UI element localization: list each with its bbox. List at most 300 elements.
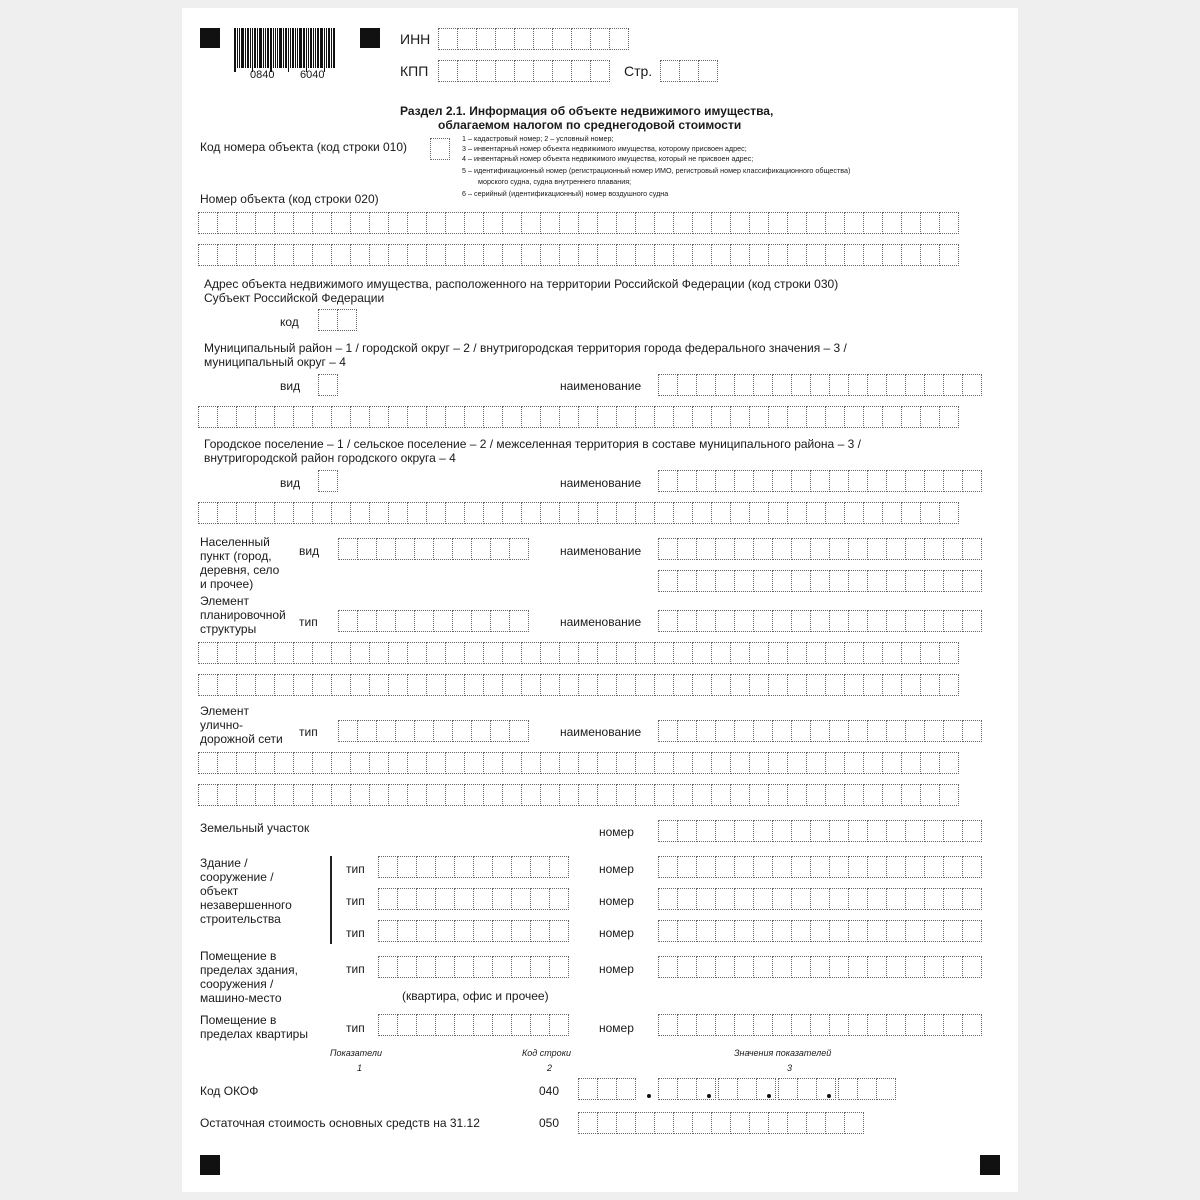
input-cell[interactable] bbox=[435, 920, 455, 942]
input-cell[interactable] bbox=[438, 60, 458, 82]
input-cell[interactable] bbox=[407, 642, 427, 664]
input-cell[interactable] bbox=[590, 60, 610, 82]
input-cell[interactable] bbox=[597, 642, 617, 664]
input-cell[interactable] bbox=[597, 674, 617, 696]
input-cell[interactable] bbox=[901, 642, 921, 664]
input-cell[interactable] bbox=[388, 406, 408, 428]
input-cell[interactable] bbox=[943, 956, 963, 978]
input-cell[interactable] bbox=[407, 674, 427, 696]
input-cell[interactable] bbox=[445, 752, 465, 774]
input-cell[interactable] bbox=[696, 920, 716, 942]
input-cell[interactable] bbox=[867, 470, 887, 492]
input-cell[interactable] bbox=[924, 956, 944, 978]
input-cell[interactable] bbox=[673, 212, 693, 234]
input-cell[interactable] bbox=[616, 244, 636, 266]
input-cell[interactable] bbox=[734, 1014, 754, 1036]
building-type-cells[interactable] bbox=[378, 888, 568, 910]
input-cell[interactable] bbox=[901, 752, 921, 774]
input-cell[interactable] bbox=[483, 406, 503, 428]
input-cell[interactable] bbox=[597, 784, 617, 806]
input-cell[interactable] bbox=[378, 956, 398, 978]
input-cell[interactable] bbox=[457, 28, 477, 50]
input-cell[interactable] bbox=[692, 212, 712, 234]
input-cell[interactable] bbox=[962, 1014, 982, 1036]
input-cell[interactable] bbox=[464, 674, 484, 696]
input-cell[interactable] bbox=[433, 538, 453, 560]
input-cell[interactable] bbox=[426, 752, 446, 774]
input-cell[interactable] bbox=[445, 674, 465, 696]
input-cell[interactable] bbox=[886, 856, 906, 878]
input-cell[interactable] bbox=[920, 752, 940, 774]
input-cell[interactable] bbox=[829, 820, 849, 842]
input-cell[interactable] bbox=[483, 752, 503, 774]
input-cell[interactable] bbox=[962, 570, 982, 592]
input-cell[interactable] bbox=[791, 1014, 811, 1036]
input-cell[interactable] bbox=[635, 784, 655, 806]
input-cell[interactable] bbox=[578, 406, 598, 428]
input-cell[interactable] bbox=[236, 244, 256, 266]
input-cell[interactable] bbox=[886, 1014, 906, 1036]
input-cell[interactable] bbox=[696, 1078, 716, 1100]
input-cell[interactable] bbox=[943, 888, 963, 910]
input-cell[interactable] bbox=[696, 374, 716, 396]
input-cell[interactable] bbox=[711, 642, 731, 664]
input-cell[interactable] bbox=[492, 1014, 512, 1036]
input-cell[interactable] bbox=[886, 820, 906, 842]
input-cell[interactable] bbox=[787, 244, 807, 266]
input-cell[interactable] bbox=[376, 610, 396, 632]
input-cell[interactable] bbox=[791, 820, 811, 842]
input-cell[interactable] bbox=[768, 212, 788, 234]
input-cell[interactable] bbox=[658, 538, 678, 560]
input-cell[interactable] bbox=[901, 674, 921, 696]
input-cell[interactable] bbox=[905, 610, 925, 632]
input-cell[interactable] bbox=[435, 1014, 455, 1036]
input-cell[interactable] bbox=[825, 752, 845, 774]
input-cell[interactable] bbox=[597, 752, 617, 774]
input-cell[interactable] bbox=[749, 212, 769, 234]
input-cell[interactable] bbox=[318, 470, 338, 492]
input-cell[interactable] bbox=[274, 502, 294, 524]
input-cell[interactable] bbox=[730, 212, 750, 234]
input-cell[interactable] bbox=[772, 610, 792, 632]
input-cell[interactable] bbox=[616, 1078, 636, 1100]
input-cell[interactable] bbox=[502, 212, 522, 234]
premises-flat-number-cells[interactable] bbox=[658, 1014, 981, 1036]
input-cell[interactable] bbox=[511, 856, 531, 878]
input-cell[interactable] bbox=[848, 470, 868, 492]
input-cell[interactable] bbox=[609, 28, 629, 50]
input-cell[interactable] bbox=[673, 406, 693, 428]
input-cell[interactable] bbox=[810, 720, 830, 742]
input-cell[interactable] bbox=[787, 752, 807, 774]
input-cell[interactable] bbox=[677, 888, 697, 910]
input-cell[interactable] bbox=[378, 888, 398, 910]
input-cell[interactable] bbox=[787, 674, 807, 696]
input-cell[interactable] bbox=[350, 784, 370, 806]
locality-name-cells-row1[interactable] bbox=[658, 538, 981, 560]
input-cell[interactable] bbox=[492, 888, 512, 910]
input-cell[interactable] bbox=[483, 212, 503, 234]
input-cell[interactable] bbox=[734, 374, 754, 396]
input-cell[interactable] bbox=[939, 212, 959, 234]
input-cell[interactable] bbox=[886, 610, 906, 632]
locality-name-cells-row2[interactable] bbox=[658, 570, 981, 592]
input-cell[interactable] bbox=[471, 610, 491, 632]
input-cell[interactable] bbox=[673, 1112, 693, 1134]
input-cell[interactable] bbox=[749, 244, 769, 266]
input-cell[interactable] bbox=[445, 406, 465, 428]
input-cell[interactable] bbox=[715, 720, 735, 742]
input-cell[interactable] bbox=[844, 642, 864, 664]
input-cell[interactable] bbox=[369, 784, 389, 806]
input-cell[interactable] bbox=[490, 610, 510, 632]
input-cell[interactable] bbox=[236, 212, 256, 234]
input-cell[interactable] bbox=[255, 406, 275, 428]
input-cell[interactable] bbox=[791, 956, 811, 978]
input-cell[interactable] bbox=[502, 784, 522, 806]
input-cell[interactable] bbox=[924, 856, 944, 878]
input-cell[interactable] bbox=[962, 956, 982, 978]
input-cell[interactable] bbox=[658, 856, 678, 878]
input-cell[interactable] bbox=[753, 888, 773, 910]
input-cell[interactable] bbox=[711, 212, 731, 234]
input-cell[interactable] bbox=[844, 406, 864, 428]
input-cell[interactable] bbox=[806, 212, 826, 234]
input-cell[interactable] bbox=[331, 784, 351, 806]
input-cell[interactable] bbox=[829, 570, 849, 592]
input-cell[interactable] bbox=[457, 60, 477, 82]
input-cell[interactable] bbox=[559, 752, 579, 774]
input-cell[interactable] bbox=[806, 1112, 826, 1134]
input-cell[interactable] bbox=[530, 956, 550, 978]
input-cell[interactable] bbox=[198, 502, 218, 524]
input-cell[interactable] bbox=[791, 610, 811, 632]
input-cell[interactable] bbox=[331, 244, 351, 266]
input-cell[interactable] bbox=[388, 674, 408, 696]
input-cell[interactable] bbox=[338, 720, 358, 742]
input-cell[interactable] bbox=[734, 570, 754, 592]
input-cell[interactable] bbox=[876, 1078, 896, 1100]
input-cell[interactable] bbox=[255, 642, 275, 664]
input-cell[interactable] bbox=[905, 470, 925, 492]
input-cell[interactable] bbox=[939, 502, 959, 524]
input-cell[interactable] bbox=[255, 244, 275, 266]
input-cell[interactable] bbox=[654, 752, 674, 774]
input-cell[interactable] bbox=[559, 502, 579, 524]
input-cell[interactable] bbox=[397, 920, 417, 942]
input-cell[interactable] bbox=[293, 406, 313, 428]
input-cell[interactable] bbox=[810, 856, 830, 878]
input-cell[interactable] bbox=[635, 502, 655, 524]
input-cell[interactable] bbox=[829, 610, 849, 632]
input-cell[interactable] bbox=[772, 470, 792, 492]
input-cell[interactable] bbox=[772, 720, 792, 742]
street-name-cells-row2[interactable] bbox=[198, 752, 958, 774]
input-cell[interactable] bbox=[924, 470, 944, 492]
street-name-cells-row1[interactable] bbox=[658, 720, 981, 742]
input-cell[interactable] bbox=[635, 642, 655, 664]
input-cell[interactable] bbox=[293, 674, 313, 696]
input-cell[interactable] bbox=[920, 784, 940, 806]
kpp-cells[interactable] bbox=[438, 60, 609, 82]
input-cell[interactable] bbox=[679, 60, 699, 82]
input-cell[interactable] bbox=[293, 642, 313, 664]
input-cell[interactable] bbox=[825, 212, 845, 234]
input-cell[interactable] bbox=[502, 406, 522, 428]
input-cell[interactable] bbox=[696, 538, 716, 560]
input-cell[interactable] bbox=[825, 406, 845, 428]
input-cell[interactable] bbox=[658, 820, 678, 842]
input-cell[interactable] bbox=[511, 888, 531, 910]
input-cell[interactable] bbox=[435, 856, 455, 878]
input-cell[interactable] bbox=[787, 406, 807, 428]
input-cell[interactable] bbox=[867, 920, 887, 942]
input-cell[interactable] bbox=[939, 642, 959, 664]
input-cell[interactable] bbox=[549, 888, 569, 910]
input-cell[interactable] bbox=[395, 538, 415, 560]
input-cell[interactable] bbox=[521, 642, 541, 664]
input-cell[interactable] bbox=[549, 956, 569, 978]
input-cell[interactable] bbox=[464, 784, 484, 806]
input-cell[interactable] bbox=[825, 244, 845, 266]
input-cell[interactable] bbox=[711, 752, 731, 774]
input-cell[interactable] bbox=[810, 820, 830, 842]
input-cell[interactable] bbox=[730, 674, 750, 696]
input-cell[interactable] bbox=[495, 28, 515, 50]
input-cell[interactable] bbox=[255, 212, 275, 234]
input-cell[interactable] bbox=[848, 820, 868, 842]
input-cell[interactable] bbox=[312, 784, 332, 806]
input-cell[interactable] bbox=[753, 820, 773, 842]
residual-value-cells[interactable] bbox=[578, 1112, 863, 1134]
input-cell[interactable] bbox=[844, 1112, 864, 1134]
input-cell[interactable] bbox=[654, 406, 674, 428]
input-cell[interactable] bbox=[445, 642, 465, 664]
input-cell[interactable] bbox=[730, 642, 750, 664]
input-cell[interactable] bbox=[886, 920, 906, 942]
planning-type-cells[interactable] bbox=[338, 610, 528, 632]
input-cell[interactable] bbox=[749, 752, 769, 774]
input-cell[interactable] bbox=[943, 610, 963, 632]
input-cell[interactable] bbox=[426, 642, 446, 664]
input-cell[interactable] bbox=[331, 752, 351, 774]
input-cell[interactable] bbox=[236, 502, 256, 524]
input-cell[interactable] bbox=[715, 610, 735, 632]
premises-building-number-cells[interactable] bbox=[658, 956, 981, 978]
input-cell[interactable] bbox=[395, 610, 415, 632]
input-cell[interactable] bbox=[492, 956, 512, 978]
input-cell[interactable] bbox=[677, 538, 697, 560]
input-cell[interactable] bbox=[848, 374, 868, 396]
input-cell[interactable] bbox=[502, 642, 522, 664]
input-cell[interactable] bbox=[616, 502, 636, 524]
input-cell[interactable] bbox=[578, 784, 598, 806]
input-cell[interactable] bbox=[416, 956, 436, 978]
input-cell[interactable] bbox=[825, 642, 845, 664]
input-cell[interactable] bbox=[658, 570, 678, 592]
input-cell[interactable] bbox=[369, 674, 389, 696]
input-cell[interactable] bbox=[416, 888, 436, 910]
input-cell[interactable] bbox=[198, 244, 218, 266]
input-cell[interactable] bbox=[886, 570, 906, 592]
input-cell[interactable] bbox=[350, 752, 370, 774]
input-cell[interactable] bbox=[350, 642, 370, 664]
input-cell[interactable] bbox=[616, 642, 636, 664]
input-cell[interactable] bbox=[521, 752, 541, 774]
input-cell[interactable] bbox=[730, 784, 750, 806]
input-cell[interactable] bbox=[844, 674, 864, 696]
input-cell[interactable] bbox=[454, 888, 474, 910]
input-cell[interactable] bbox=[677, 1078, 697, 1100]
input-cell[interactable] bbox=[905, 820, 925, 842]
input-cell[interactable] bbox=[848, 956, 868, 978]
input-cell[interactable] bbox=[293, 212, 313, 234]
input-cell[interactable] bbox=[435, 956, 455, 978]
input-cell[interactable] bbox=[454, 856, 474, 878]
input-cell[interactable] bbox=[863, 244, 883, 266]
input-cell[interactable] bbox=[692, 502, 712, 524]
input-cell[interactable] bbox=[464, 212, 484, 234]
input-cell[interactable] bbox=[901, 502, 921, 524]
input-cell[interactable] bbox=[715, 470, 735, 492]
input-cell[interactable] bbox=[863, 502, 883, 524]
input-cell[interactable] bbox=[753, 538, 773, 560]
input-cell[interactable] bbox=[848, 888, 868, 910]
input-cell[interactable] bbox=[772, 1014, 792, 1036]
input-cell[interactable] bbox=[483, 674, 503, 696]
input-cell[interactable] bbox=[905, 920, 925, 942]
input-cell[interactable] bbox=[217, 212, 237, 234]
settlement-name-cells-row1[interactable] bbox=[658, 470, 981, 492]
input-cell[interactable] bbox=[217, 406, 237, 428]
input-cell[interactable] bbox=[509, 720, 529, 742]
input-cell[interactable] bbox=[962, 470, 982, 492]
input-cell[interactable] bbox=[654, 244, 674, 266]
input-cell[interactable] bbox=[378, 920, 398, 942]
input-cell[interactable] bbox=[571, 28, 591, 50]
input-cell[interactable] bbox=[274, 752, 294, 774]
input-cell[interactable] bbox=[920, 642, 940, 664]
input-cell[interactable] bbox=[829, 956, 849, 978]
input-cell[interactable] bbox=[848, 538, 868, 560]
input-cell[interactable] bbox=[658, 1078, 678, 1100]
input-cell[interactable] bbox=[476, 60, 496, 82]
input-cell[interactable] bbox=[338, 538, 358, 560]
input-cell[interactable] bbox=[502, 752, 522, 774]
input-cell[interactable] bbox=[810, 610, 830, 632]
input-cell[interactable] bbox=[407, 784, 427, 806]
input-cell[interactable] bbox=[882, 244, 902, 266]
input-cell[interactable] bbox=[806, 642, 826, 664]
input-cell[interactable] bbox=[924, 610, 944, 632]
input-cell[interactable] bbox=[838, 1078, 858, 1100]
input-cell[interactable] bbox=[388, 642, 408, 664]
input-cell[interactable] bbox=[616, 212, 636, 234]
input-cell[interactable] bbox=[357, 610, 377, 632]
input-cell[interactable] bbox=[407, 752, 427, 774]
input-cell[interactable] bbox=[825, 1112, 845, 1134]
input-cell[interactable] bbox=[198, 642, 218, 664]
input-cell[interactable] bbox=[578, 244, 598, 266]
input-cell[interactable] bbox=[734, 888, 754, 910]
input-cell[interactable] bbox=[293, 502, 313, 524]
input-cell[interactable] bbox=[416, 1014, 436, 1036]
input-cell[interactable] bbox=[376, 720, 396, 742]
input-cell[interactable] bbox=[867, 856, 887, 878]
input-cell[interactable] bbox=[490, 538, 510, 560]
input-cell[interactable] bbox=[825, 674, 845, 696]
input-cell[interactable] bbox=[416, 856, 436, 878]
input-cell[interactable] bbox=[616, 752, 636, 774]
input-cell[interactable] bbox=[514, 28, 534, 50]
building-number-cells[interactable] bbox=[658, 856, 981, 878]
input-cell[interactable] bbox=[198, 752, 218, 774]
input-cell[interactable] bbox=[791, 720, 811, 742]
input-cell[interactable] bbox=[217, 752, 237, 774]
input-cell[interactable] bbox=[549, 1014, 569, 1036]
input-cell[interactable] bbox=[502, 502, 522, 524]
input-cell[interactable] bbox=[882, 406, 902, 428]
input-cell[interactable] bbox=[939, 752, 959, 774]
input-cell[interactable] bbox=[867, 1014, 887, 1036]
input-cell[interactable] bbox=[844, 212, 864, 234]
input-cell[interactable] bbox=[696, 1014, 716, 1036]
input-cell[interactable] bbox=[715, 956, 735, 978]
input-cell[interactable] bbox=[715, 920, 735, 942]
input-cell[interactable] bbox=[511, 956, 531, 978]
input-cell[interactable] bbox=[806, 502, 826, 524]
input-cell[interactable] bbox=[924, 538, 944, 560]
input-cell[interactable] bbox=[772, 956, 792, 978]
input-cell[interactable] bbox=[397, 1014, 417, 1036]
input-cell[interactable] bbox=[810, 920, 830, 942]
input-cell[interactable] bbox=[433, 720, 453, 742]
settlement-name-cells-row2[interactable] bbox=[198, 502, 958, 524]
input-cell[interactable] bbox=[882, 642, 902, 664]
input-cell[interactable] bbox=[844, 784, 864, 806]
input-cell[interactable] bbox=[635, 752, 655, 774]
input-cell[interactable] bbox=[772, 820, 792, 842]
input-cell[interactable] bbox=[559, 406, 579, 428]
input-cell[interactable] bbox=[867, 570, 887, 592]
input-cell[interactable] bbox=[768, 784, 788, 806]
input-cell[interactable] bbox=[236, 642, 256, 664]
input-cell[interactable] bbox=[452, 610, 472, 632]
input-cell[interactable] bbox=[882, 752, 902, 774]
input-cell[interactable] bbox=[863, 406, 883, 428]
input-cell[interactable] bbox=[791, 470, 811, 492]
okof-cells-group1[interactable] bbox=[578, 1078, 635, 1100]
input-cell[interactable] bbox=[924, 1014, 944, 1036]
input-cell[interactable] bbox=[338, 610, 358, 632]
input-cell[interactable] bbox=[962, 610, 982, 632]
building-number-cells[interactable] bbox=[658, 888, 981, 910]
input-cell[interactable] bbox=[962, 820, 982, 842]
input-cell[interactable] bbox=[768, 752, 788, 774]
input-cell[interactable] bbox=[635, 1112, 655, 1134]
input-cell[interactable] bbox=[905, 374, 925, 396]
input-cell[interactable] bbox=[388, 244, 408, 266]
input-cell[interactable] bbox=[407, 406, 427, 428]
input-cell[interactable] bbox=[318, 309, 338, 331]
input-cell[interactable] bbox=[540, 212, 560, 234]
input-cell[interactable] bbox=[388, 212, 408, 234]
input-cell[interactable] bbox=[471, 538, 491, 560]
input-cell[interactable] bbox=[407, 212, 427, 234]
input-cell[interactable] bbox=[772, 570, 792, 592]
input-cell[interactable] bbox=[483, 784, 503, 806]
